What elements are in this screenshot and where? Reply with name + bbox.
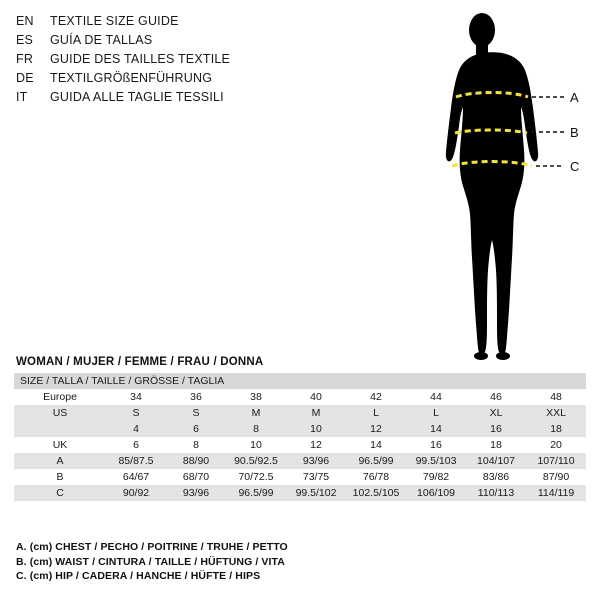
cell: S	[106, 405, 166, 421]
language-code: DE	[16, 71, 34, 85]
language-code: IT	[16, 90, 28, 104]
language-row-it	[16, 90, 346, 109]
cell: 46	[466, 389, 526, 405]
row-label: A	[14, 453, 106, 469]
cell: 36	[166, 389, 226, 405]
cell: 99.5/102	[286, 485, 346, 501]
cell: 93/96	[286, 453, 346, 469]
cell: 79/82	[406, 469, 466, 485]
cell: 90.5/92.5	[226, 453, 286, 469]
cell: 4	[106, 421, 166, 437]
cell: 6	[166, 421, 226, 437]
cell: XL	[466, 405, 526, 421]
size-table	[14, 373, 586, 501]
language-row-es	[16, 33, 346, 52]
cell: 96.5/99	[226, 485, 286, 501]
cell: 90/92	[106, 485, 166, 501]
cell: 87/90	[526, 469, 586, 485]
cell: 44	[406, 389, 466, 405]
row-label: UK	[14, 437, 106, 453]
row-label: C	[14, 485, 106, 501]
cell: 70/72.5	[226, 469, 286, 485]
cell: 8	[166, 437, 226, 453]
cell: 38	[226, 389, 286, 405]
cell: 40	[286, 389, 346, 405]
cell: 12	[286, 437, 346, 453]
cell: 18	[466, 437, 526, 453]
cell: 20	[526, 437, 586, 453]
table-row	[14, 485, 586, 501]
cell: M	[286, 405, 346, 421]
cell: 73/75	[286, 469, 346, 485]
cell: 110/113	[466, 485, 526, 501]
language-title: GUIDE DES TAILLES TEXTILE	[50, 52, 231, 66]
language-title: GUÍA DE TALLAS	[50, 33, 153, 47]
body-silhouette	[446, 13, 538, 360]
language-title: TEXTILE SIZE GUIDE	[50, 14, 179, 28]
cell: 42	[346, 389, 406, 405]
row-label: B	[14, 469, 106, 485]
legend-line-a: A. (cm) CHEST / PECHO / POITRINE / TRUHE / PETTO	[16, 541, 288, 553]
table-header-label: SIZE / TALLA / TAILLE / GRÖSSE / TAGLIA	[14, 373, 586, 389]
cell: S	[166, 405, 226, 421]
language-title: TEXTILGRÖßENFÜHRUNG	[50, 71, 213, 85]
row-label	[14, 421, 106, 437]
measurement-legend	[16, 540, 416, 584]
cell: 114/119	[526, 485, 586, 501]
cell: 93/96	[166, 485, 226, 501]
table-title: WOMAN / MUJER / FEMME / FRAU / DONNA	[16, 356, 264, 368]
cell: 6	[106, 437, 166, 453]
cell: 85/87.5	[106, 453, 166, 469]
language-code: ES	[16, 33, 34, 47]
table-row	[14, 405, 586, 421]
cell: 64/67	[106, 469, 166, 485]
language-code: EN	[16, 14, 34, 28]
female-body-figure	[420, 8, 595, 378]
size-table-area	[14, 356, 586, 501]
legend-line-b: B. (cm) WAIST / CINTURA / TAILLE / HÜFTUNG / VITA	[16, 555, 285, 568]
legend-line-c: C. (cm) HIP / CADERA / HANCHE / HÜFTE / HIPS	[16, 570, 261, 582]
cell: 16	[406, 437, 466, 453]
language-title: GUIDA ALLE TAGLIE TESSILI	[50, 90, 224, 104]
cell: 34	[106, 389, 166, 405]
cell: 104/107	[466, 453, 526, 469]
cell: 12	[346, 421, 406, 437]
row-label: US	[14, 405, 106, 421]
cell: 14	[346, 437, 406, 453]
cell: 88/90	[166, 453, 226, 469]
cell: M	[226, 405, 286, 421]
cell: 68/70	[166, 469, 226, 485]
marker-label-c: C	[570, 159, 580, 174]
cell: 48	[526, 389, 586, 405]
table-row	[14, 437, 586, 453]
cell: 99.5/103	[406, 453, 466, 469]
language-list	[16, 14, 346, 109]
table-row	[14, 469, 586, 485]
table-row	[14, 453, 586, 469]
cell: 76/78	[346, 469, 406, 485]
cell: 16	[466, 421, 526, 437]
language-code: FR	[16, 52, 34, 66]
table-row	[14, 421, 586, 437]
marker-label-b: B	[570, 125, 579, 140]
cell: L	[346, 405, 406, 421]
table-row	[14, 389, 586, 405]
cell: L	[406, 405, 466, 421]
cell: 8	[226, 421, 286, 437]
language-row-en	[16, 14, 346, 33]
cell: 14	[406, 421, 466, 437]
cell: 107/110	[526, 453, 586, 469]
cell: 83/86	[466, 469, 526, 485]
table-header-row	[14, 373, 586, 389]
cell: 10	[286, 421, 346, 437]
cell: 96.5/99	[346, 453, 406, 469]
cell: XXL	[526, 405, 586, 421]
language-row-de	[16, 71, 346, 90]
cell: 106/109	[406, 485, 466, 501]
language-row-fr	[16, 52, 346, 71]
cell: 102.5/105	[346, 485, 406, 501]
marker-label-a: A	[570, 90, 579, 105]
cell: 10	[226, 437, 286, 453]
cell: 18	[526, 421, 586, 437]
row-label: Europe	[14, 389, 106, 405]
